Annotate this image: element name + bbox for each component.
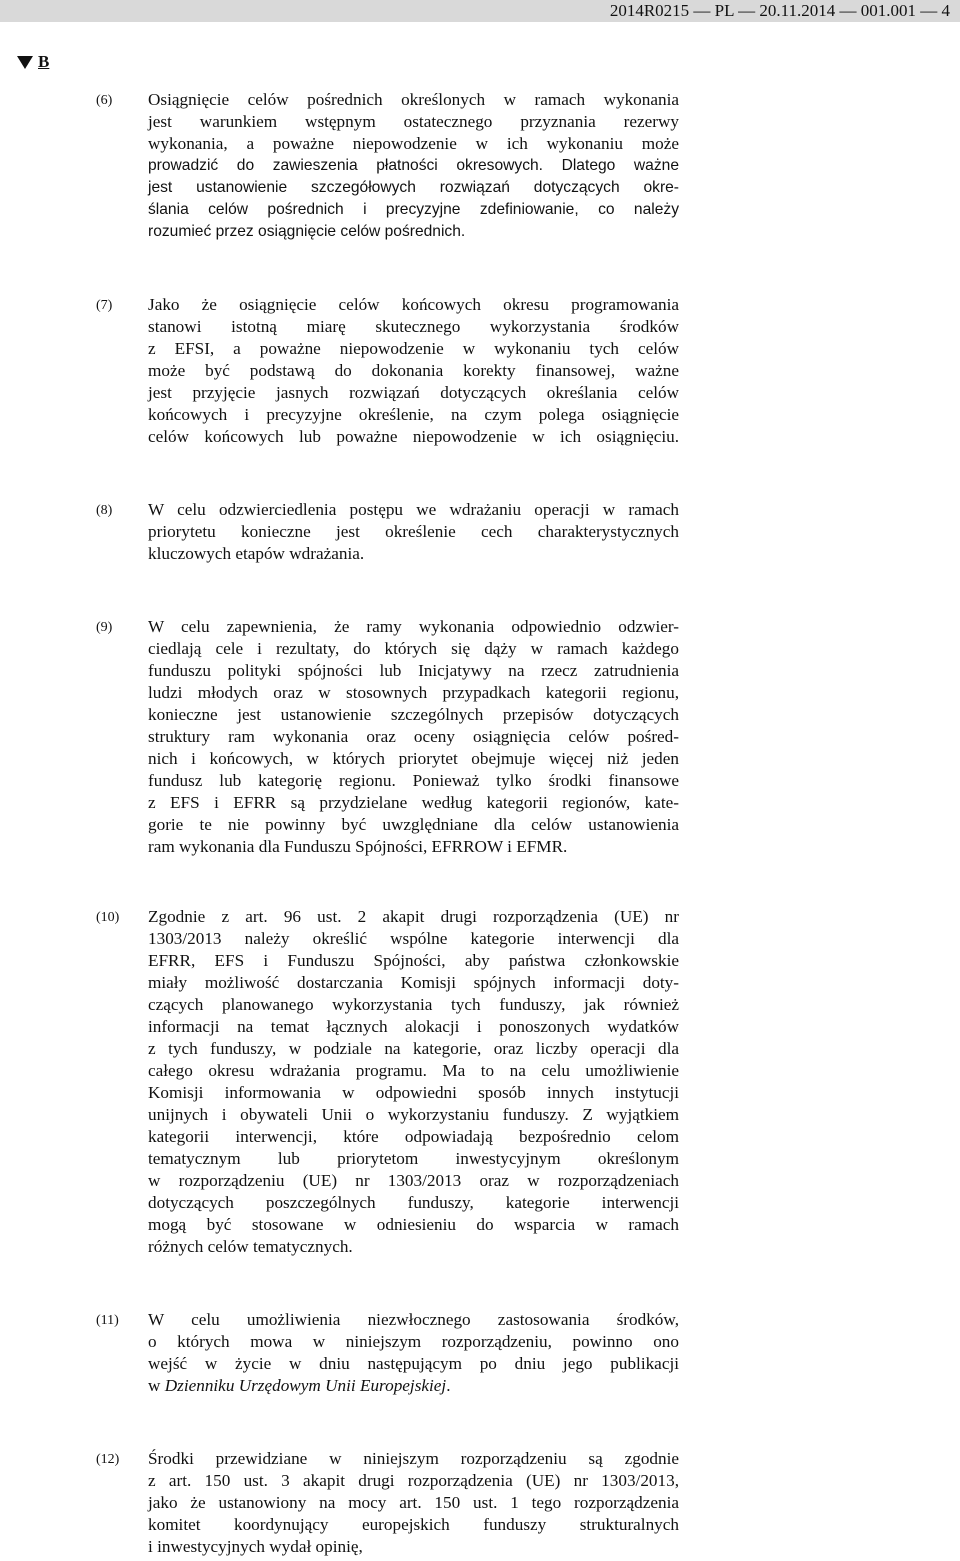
text-line: konieczne jest ustanowienie szczególnych przepisów dotyczących [148, 705, 679, 724]
text-line: Osiągnięcie celów pośrednich określonych w ramach wykonania [148, 90, 679, 109]
recital-text [148, 89, 679, 243]
text-fragment: . [446, 1376, 451, 1395]
text-line: fundusz lub kategorię regionu. Ponieważ tylko środki finansowe [148, 771, 679, 790]
amendment-marker-letter: B [38, 52, 50, 71]
text-line: prowadzić do zawieszenia płatności okresowych. Dlatego ważne [148, 157, 679, 174]
recital-text [148, 499, 679, 565]
text-line: jest ustanowienie szczegółowych rozwiązań dotyczących okre- [148, 179, 679, 196]
recital-number: (11) [96, 1313, 119, 1328]
text-line: gorie te nie powinny być uwzględniane dla celów ustanowienia [148, 815, 679, 834]
text-line: z EFSI, a poważne niepowodzenie w wykonaniu tych celów [148, 339, 679, 358]
text-line: informacji na temat łącznych alokacji i ponoszonych wydatków [148, 1017, 679, 1036]
text-line: komitet koordynujący europejskich funduszy strukturalnych [148, 1515, 679, 1534]
text-line: unijnych i obywateli Unii o wykorzystaniu funduszy. Z wyjątkiem [148, 1105, 679, 1124]
text-line: o których mowa w niniejszym rozporządzeniu, powinno ono [148, 1332, 679, 1351]
text-line: wejść w życie w dniu następującym po dniu jego publikacji [148, 1354, 679, 1373]
text-line: struktury ram wykonania oraz oceny osiągnięcia celów pośred- [148, 727, 679, 746]
text-line: wykonania, a poważne niepowodzenie w ich wykonaniu może [148, 134, 679, 153]
text-line: kategorii interwencji, które odpowiadają bezpośrednio celom [148, 1127, 679, 1146]
text-line: stanowi istotną miarę skutecznego wykorzystania środków [148, 317, 679, 336]
text-line: miały możliwość dostarczania Komisji spójnych informacji doty- [148, 973, 679, 992]
recital-text [148, 1448, 679, 1558]
text-line: Środki przewidziane w niniejszym rozporządzeniu są zgodnie [148, 1449, 679, 1468]
text-line: z art. 150 ust. 3 akapit drugi rozporządzenia (UE) nr 1303/2013, [148, 1471, 679, 1490]
text-line: EFRR, EFS i Funduszu Spójności, aby państwa członkowskie [148, 951, 679, 970]
recital-text [148, 906, 679, 1258]
recital-number: (6) [96, 93, 113, 108]
text-line: W celu umożliwienia niezwłocznego zastosowania środków, [148, 1310, 679, 1329]
text-line: Jako że osiągnięcie celów końcowych okresu programowania [148, 295, 679, 314]
journal-name: Dzienniku Urzędowym Unii Europejskiej [164, 1376, 447, 1395]
text-line: w rozporządzeniu (UE) nr 1303/2013 oraz w rozporządzeniach [148, 1171, 679, 1190]
amendment-marker [17, 52, 49, 72]
recital-number: (9) [96, 620, 113, 635]
recital-number: (7) [96, 298, 113, 313]
document-header-bar [0, 0, 960, 22]
text-fragment: w [148, 1376, 165, 1395]
recital-text [148, 616, 679, 858]
text-line: Komisji informowania w odpowiedni sposób innych instytucji [148, 1083, 679, 1102]
text-line: celów końcowych lub poważne niepowodzenie w ich osiągnięciu. [148, 427, 679, 446]
text-line: nich i końcowych, w których priorytet obejmuje więcej niż jeden [148, 749, 679, 768]
text-line: kluczowych etapów wdrażania. [148, 544, 365, 563]
text-line: W celu odzwierciedlenia postępu we wdrażaniu operacji w ramach [148, 500, 679, 519]
document-reference: 2014R0215 — PL — 20.11.2014 — 001.001 — 4 [609, 1, 950, 20]
text-line: końcowych i precyzyjne określenie, na czym polega osiągnięcie [148, 405, 679, 424]
text-line [148, 1375, 679, 1397]
text-line: ślania celów pośrednich i precyzyjne zdefiniowanie, co należy [148, 201, 679, 218]
text-line: ram wykonania dla Funduszu Spójności, EFRROW i EFMR. [148, 837, 568, 856]
text-line: i inwestycyjnych wydał opinię, [148, 1537, 363, 1556]
text-line: jako że ustanowiony na mocy art. 150 ust. 1 tego rozporządzenia [148, 1493, 679, 1512]
text-line: rozumieć przez osiągnięcie celów pośrednich. [148, 223, 466, 240]
text-line: W celu zapewnienia, że ramy wykonania odpowiednio odzwier- [148, 617, 679, 636]
recital-text [148, 1309, 679, 1397]
text-line: ciedlają cele i rezultaty, do których się dąży w ramach każdego [148, 639, 679, 658]
text-line: tematycznym lub priorytetom inwestycyjnym określonym [148, 1149, 679, 1168]
text-line: Zgodnie z art. 96 ust. 2 akapit drugi rozporządzenia (UE) nr [148, 907, 679, 926]
text-line: jest przyjęcie jasnych rozwiązań dotyczących określania celów [148, 383, 679, 402]
text-line: czących planowanego wykorzystania tych funduszy, jak również [148, 995, 679, 1014]
text-line: różnych celów tematycznych. [148, 1237, 353, 1256]
text-line: 1303/2013 należy określić wspólne kategorie interwencji dla [148, 929, 679, 948]
text-line: dotyczących poszczególnych funduszy, kategorie interwencji [148, 1193, 679, 1212]
recital-number: (8) [96, 503, 113, 518]
text-line: z tych funduszy, w podziale na kategorie, oraz liczby operacji dla [148, 1039, 679, 1058]
triangle-down-icon [17, 56, 33, 69]
text-line: funduszu polityki spójności lub Inicjatywy na rzecz zatrudnienia [148, 661, 679, 680]
recital-text [148, 294, 679, 448]
text-line: całego okresu wdrażania programu. Ma to na celu umożliwienie [148, 1061, 679, 1080]
text-line: ludzi młodych oraz w stosownych przypadkach kategorii regionu, [148, 683, 679, 702]
text-line: z EFS i EFRR są przydzielane według kategorii regionów, kate- [148, 793, 679, 812]
text-line: może być podstawą do dokonania korekty finansowej, ważne [148, 361, 679, 380]
recital-number: (12) [96, 1452, 120, 1467]
recital-number: (10) [96, 910, 120, 925]
text-line: mogą być stosowane w odniesieniu do wsparcia w ramach [148, 1215, 679, 1234]
text-line: priorytetu konieczne jest określenie cech charakterystycznych [148, 522, 679, 541]
text-line: jest warunkiem wstępnym ostatecznego przyznania rezerwy [148, 112, 679, 131]
